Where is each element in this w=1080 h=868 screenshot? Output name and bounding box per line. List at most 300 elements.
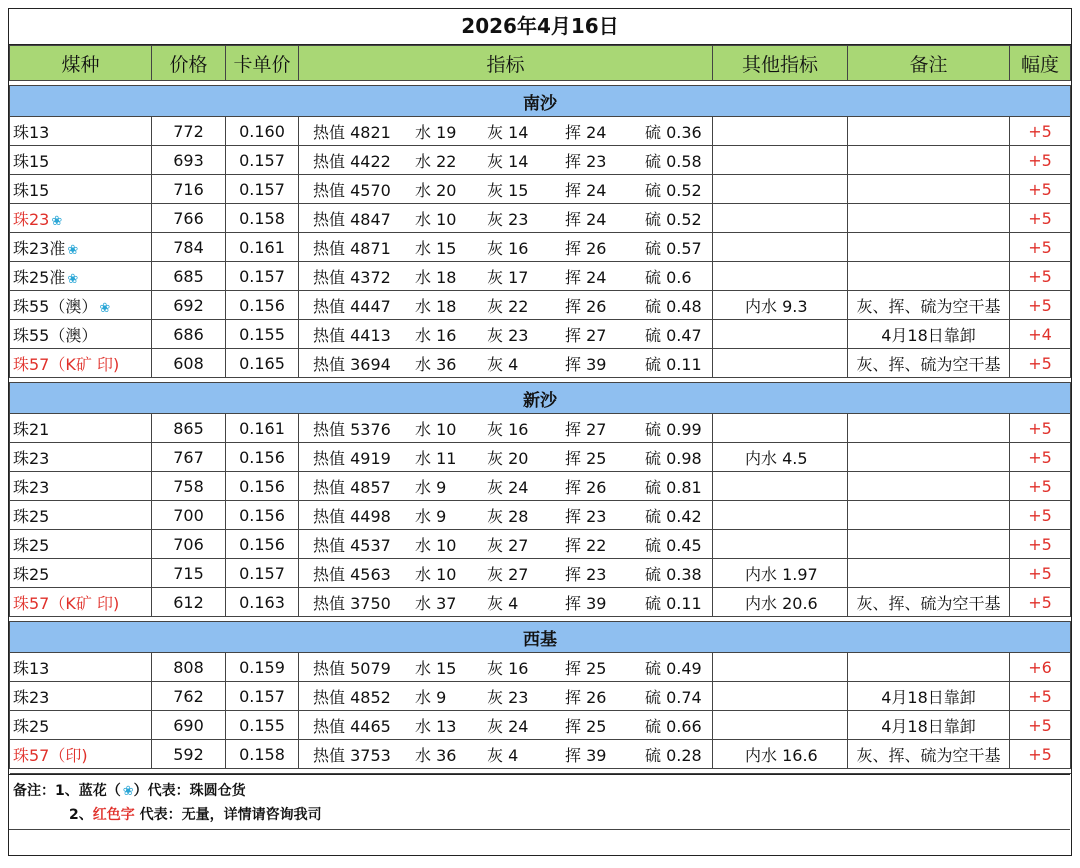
change-cell: +5 — [1010, 414, 1071, 443]
unit-price-cell: 0.157 — [226, 175, 299, 204]
table-row — [10, 320, 1071, 349]
volatile-value: 挥 27 — [565, 325, 607, 345]
remark-cell — [848, 443, 1010, 472]
heat-value: 热值 4413 — [313, 325, 391, 345]
coal-type-name: 珠13 — [13, 658, 50, 678]
change-cell: +5 — [1010, 588, 1071, 617]
water-value: 水 36 — [415, 745, 457, 765]
price-cell: 700 — [152, 501, 226, 530]
coal-type-name: 珠25 — [13, 716, 50, 736]
volatile-value: 挥 39 — [565, 593, 607, 613]
price-cell: 706 — [152, 530, 226, 559]
ash-value: 灰 16 — [487, 658, 529, 678]
sulfur-value: 硫 0.45 — [645, 535, 702, 555]
heat-value: 热值 4570 — [313, 180, 391, 200]
coal-type-cell — [10, 501, 152, 530]
water-value: 水 13 — [415, 716, 457, 736]
blue-flower-icon: ❀ — [99, 300, 111, 316]
table-row — [10, 588, 1071, 617]
footnote-1-prefix: 备注：1、蓝花（ — [13, 783, 121, 799]
coal-type-cell — [10, 233, 152, 262]
blue-flower-icon: ❀ — [67, 271, 79, 287]
volatile-value: 挥 23 — [565, 506, 607, 526]
price-cell: 767 — [152, 443, 226, 472]
footnotes — [9, 774, 1070, 868]
indicators-cell — [299, 530, 713, 559]
price-cell: 762 — [152, 682, 226, 711]
ash-value: 灰 28 — [487, 506, 529, 526]
ash-value: 灰 23 — [487, 325, 529, 345]
water-value: 水 15 — [415, 658, 457, 678]
table-row — [10, 711, 1071, 740]
coal-type-name: 珠23 — [13, 687, 50, 707]
heat-value: 热值 4563 — [313, 564, 391, 584]
coal-type-cell — [10, 414, 152, 443]
unit-price-cell: 0.156 — [226, 443, 299, 472]
price-cell: 865 — [152, 414, 226, 443]
change-cell: +5 — [1010, 291, 1071, 320]
volatile-value: 挥 39 — [565, 354, 607, 374]
ash-value: 灰 20 — [487, 448, 529, 468]
heat-value: 热值 4498 — [313, 506, 391, 526]
other-indicator-cell: 内水 1.97 — [713, 559, 848, 588]
indicators-cell — [299, 501, 713, 530]
unit-price-cell: 0.158 — [226, 204, 299, 233]
unit-price-cell: 0.156 — [226, 472, 299, 501]
coal-type-cell — [10, 443, 152, 472]
volatile-value: 挥 24 — [565, 209, 607, 229]
other-indicator-cell — [713, 472, 848, 501]
ash-value: 灰 27 — [487, 535, 529, 555]
remark-cell — [848, 501, 1010, 530]
unit-price-cell: 0.157 — [226, 682, 299, 711]
remark-cell: 灰、挥、硫为空干基 — [848, 291, 1010, 320]
indicators-cell — [299, 740, 713, 769]
unit-price-cell: 0.158 — [226, 740, 299, 769]
blue-flower-icon: ❀ — [122, 784, 134, 799]
coal-type-cell — [10, 204, 152, 233]
coal-type-cell — [10, 146, 152, 175]
footnote-2-red-text: 红色字 — [92, 807, 135, 823]
indicators-cell — [299, 175, 713, 204]
water-value: 水 19 — [415, 122, 457, 142]
table-row — [10, 117, 1071, 146]
unit-price-cell: 0.161 — [226, 414, 299, 443]
coal-type-name: 珠55（澳） — [13, 296, 98, 316]
water-value: 水 9 — [415, 506, 447, 526]
other-indicator-cell — [713, 653, 848, 682]
sulfur-value: 硫 0.11 — [645, 354, 702, 374]
change-cell: +5 — [1010, 146, 1071, 175]
coal-type-name: 珠23 — [13, 209, 50, 229]
ash-value: 灰 23 — [487, 209, 529, 229]
price-cell: 772 — [152, 117, 226, 146]
ash-value: 灰 24 — [487, 716, 529, 736]
section-header-row — [10, 86, 1071, 117]
price-cell: 692 — [152, 291, 226, 320]
price-cell: 766 — [152, 204, 226, 233]
water-value: 水 11 — [415, 448, 457, 468]
coal-type-cell — [10, 175, 152, 204]
blue-flower-icon: ❀ — [67, 242, 79, 258]
change-cell: +5 — [1010, 501, 1071, 530]
indicators-cell — [299, 262, 713, 291]
footnote-line-2 — [9, 802, 1070, 826]
indicators-cell — [299, 682, 713, 711]
heat-value: 热值 5079 — [313, 658, 391, 678]
heat-value: 热值 4372 — [313, 267, 391, 287]
remark-cell — [848, 414, 1010, 443]
indicators-cell — [299, 472, 713, 501]
unit-price-cell: 0.157 — [226, 559, 299, 588]
coal-type-name: 珠25准 — [13, 267, 66, 287]
section-header-row — [10, 383, 1071, 414]
unit-price-cell: 0.165 — [226, 349, 299, 378]
indicators-cell — [299, 653, 713, 682]
sulfur-value: 硫 0.99 — [645, 419, 702, 439]
table-row — [10, 501, 1071, 530]
unit-price-cell: 0.160 — [226, 117, 299, 146]
volatile-value: 挥 24 — [565, 122, 607, 142]
ash-value: 灰 4 — [487, 593, 519, 613]
change-cell: +5 — [1010, 472, 1071, 501]
indicators-cell — [299, 291, 713, 320]
coal-type-cell — [10, 588, 152, 617]
volatile-value: 挥 23 — [565, 564, 607, 584]
change-cell: +5 — [1010, 175, 1071, 204]
remark-cell — [848, 204, 1010, 233]
section-header-row — [10, 622, 1071, 653]
table-row — [10, 443, 1071, 472]
remark-cell — [848, 146, 1010, 175]
water-value: 水 9 — [415, 477, 447, 497]
change-cell: +5 — [1010, 117, 1071, 146]
other-indicator-cell — [713, 501, 848, 530]
indicators-cell — [299, 117, 713, 146]
ash-value: 灰 16 — [487, 238, 529, 258]
unit-price-cell: 0.156 — [226, 291, 299, 320]
coal-type-name: 珠55（澳） — [13, 325, 98, 345]
remark-cell: 4月18日靠卸 — [848, 711, 1010, 740]
price-cell: 592 — [152, 740, 226, 769]
section-spacer — [10, 769, 1071, 774]
spacer-cell — [10, 769, 1071, 774]
header-unit-price: 卡单价 — [226, 46, 299, 81]
sheet-title: 2026年4月16日 — [9, 9, 1071, 45]
table-row — [10, 740, 1071, 769]
footnote-1-suffix: ）代表：珠圆仓货 — [133, 783, 246, 799]
other-indicator-cell — [713, 349, 848, 378]
coal-type-name: 珠57（K矿 印) — [13, 354, 120, 374]
water-value: 水 18 — [415, 296, 457, 316]
coal-type-cell — [10, 530, 152, 559]
indicators-cell — [299, 204, 713, 233]
coal-type-name: 珠25 — [13, 564, 50, 584]
coal-type-name: 珠25 — [13, 535, 50, 555]
indicators-cell — [299, 559, 713, 588]
other-indicator-cell — [713, 262, 848, 291]
volatile-value: 挥 24 — [565, 180, 607, 200]
header-price: 价格 — [152, 46, 226, 81]
volatile-value: 挥 27 — [565, 419, 607, 439]
price-cell: 784 — [152, 233, 226, 262]
sulfur-value: 硫 0.48 — [645, 296, 702, 316]
volatile-value: 挥 25 — [565, 716, 607, 736]
table-row — [10, 682, 1071, 711]
water-value: 水 36 — [415, 354, 457, 374]
water-value: 水 10 — [415, 419, 457, 439]
heat-value: 热值 4852 — [313, 687, 391, 707]
header-remarks: 备注 — [848, 46, 1010, 81]
footnote-line-1 — [9, 775, 1070, 802]
heat-value: 热值 4847 — [313, 209, 391, 229]
coal-type-name: 珠21 — [13, 419, 50, 439]
coal-type-cell — [10, 559, 152, 588]
section-title: 西基 — [10, 622, 1071, 653]
water-value: 水 16 — [415, 325, 457, 345]
other-indicator-cell — [713, 711, 848, 740]
indicators-cell — [299, 233, 713, 262]
table-row — [10, 653, 1071, 682]
ash-value: 灰 27 — [487, 564, 529, 584]
heat-value: 热值 4447 — [313, 296, 391, 316]
sulfur-value: 硫 0.38 — [645, 564, 702, 584]
coal-type-cell — [10, 682, 152, 711]
indicators-cell — [299, 146, 713, 175]
unit-price-cell: 0.155 — [226, 711, 299, 740]
sulfur-value: 硫 0.66 — [645, 716, 702, 736]
sulfur-value: 硫 0.81 — [645, 477, 702, 497]
coal-type-name: 珠15 — [13, 180, 50, 200]
volatile-value: 挥 26 — [565, 296, 607, 316]
coal-type-name: 珠23 — [13, 477, 50, 497]
price-cell: 716 — [152, 175, 226, 204]
footnote-2-prefix: 2、 — [69, 807, 93, 823]
sulfur-value: 硫 0.52 — [645, 209, 702, 229]
coal-type-name: 珠25 — [13, 506, 50, 526]
ash-value: 灰 14 — [487, 122, 529, 142]
table-row — [10, 349, 1071, 378]
sulfur-value: 硫 0.42 — [645, 506, 702, 526]
change-cell: +5 — [1010, 233, 1071, 262]
volatile-value: 挥 39 — [565, 745, 607, 765]
coal-type-name: 珠57（K矿 印) — [13, 593, 120, 613]
coal-price-table — [9, 45, 1071, 774]
table-row — [10, 262, 1071, 291]
heat-value: 热值 3753 — [313, 745, 391, 765]
footnote-2-suffix: 代表：无量，详情请咨询我司 — [134, 807, 322, 823]
sulfur-value: 硫 0.11 — [645, 593, 702, 613]
sulfur-value: 硫 0.98 — [645, 448, 702, 468]
heat-value: 热值 4537 — [313, 535, 391, 555]
header-indicators: 指标 — [299, 46, 713, 81]
ash-value: 灰 17 — [487, 267, 529, 287]
volatile-value: 挥 26 — [565, 238, 607, 258]
water-value: 水 10 — [415, 535, 457, 555]
remark-cell: 灰、挥、硫为空干基 — [848, 349, 1010, 378]
change-cell: +5 — [1010, 711, 1071, 740]
unit-price-cell: 0.163 — [226, 588, 299, 617]
ash-value: 灰 15 — [487, 180, 529, 200]
table-row — [10, 175, 1071, 204]
unit-price-cell: 0.157 — [226, 146, 299, 175]
indicators-cell — [299, 443, 713, 472]
table-row — [10, 233, 1071, 262]
volatile-value: 挥 23 — [565, 151, 607, 171]
volatile-value: 挥 25 — [565, 448, 607, 468]
price-cell: 758 — [152, 472, 226, 501]
other-indicator-cell — [713, 175, 848, 204]
change-cell: +5 — [1010, 530, 1071, 559]
coal-type-cell — [10, 740, 152, 769]
coal-type-cell — [10, 262, 152, 291]
water-value: 水 37 — [415, 593, 457, 613]
indicators-cell — [299, 588, 713, 617]
water-value: 水 10 — [415, 564, 457, 584]
indicators-cell — [299, 320, 713, 349]
table-row — [10, 559, 1071, 588]
unit-price-cell: 0.157 — [226, 262, 299, 291]
price-cell: 690 — [152, 711, 226, 740]
change-cell: +5 — [1010, 443, 1071, 472]
indicators-cell — [299, 711, 713, 740]
coal-type-cell — [10, 711, 152, 740]
other-indicator-cell — [713, 320, 848, 349]
coal-type-cell — [10, 291, 152, 320]
water-value: 水 20 — [415, 180, 457, 200]
other-indicator-cell — [713, 530, 848, 559]
change-cell: +4 — [1010, 320, 1071, 349]
change-cell: +6 — [1010, 653, 1071, 682]
remark-cell — [848, 653, 1010, 682]
coal-type-cell — [10, 320, 152, 349]
table-row — [10, 146, 1071, 175]
change-cell: +5 — [1010, 349, 1071, 378]
sulfur-value: 硫 0.52 — [645, 180, 702, 200]
coal-type-cell — [10, 349, 152, 378]
other-indicator-cell — [713, 414, 848, 443]
heat-value: 热值 4857 — [313, 477, 391, 497]
heat-value: 热值 4919 — [313, 448, 391, 468]
indicators-cell — [299, 349, 713, 378]
other-indicator-cell: 内水 20.6 — [713, 588, 848, 617]
section-title: 新沙 — [10, 383, 1071, 414]
change-cell: +5 — [1010, 559, 1071, 588]
price-cell: 685 — [152, 262, 226, 291]
ash-value: 灰 24 — [487, 477, 529, 497]
heat-value: 热值 4465 — [313, 716, 391, 736]
header-row — [10, 46, 1071, 81]
sulfur-value: 硫 0.47 — [645, 325, 702, 345]
remark-cell — [848, 117, 1010, 146]
other-indicator-cell: 内水 16.6 — [713, 740, 848, 769]
coal-type-name: 珠23 — [13, 448, 50, 468]
price-cell: 693 — [152, 146, 226, 175]
table-row — [10, 291, 1071, 320]
unit-price-cell: 0.159 — [226, 653, 299, 682]
coal-type-name: 珠13 — [13, 122, 50, 142]
ash-value: 灰 16 — [487, 419, 529, 439]
remark-cell — [848, 175, 1010, 204]
volatile-value: 挥 26 — [565, 477, 607, 497]
remark-cell — [848, 472, 1010, 501]
table-row — [10, 414, 1071, 443]
price-sheet — [8, 8, 1072, 856]
change-cell: +5 — [1010, 262, 1071, 291]
blank-row — [9, 829, 1070, 868]
sulfur-value: 硫 0.49 — [645, 658, 702, 678]
sulfur-value: 硫 0.28 — [645, 745, 702, 765]
other-indicator-cell — [713, 682, 848, 711]
change-cell: +5 — [1010, 204, 1071, 233]
remark-cell: 4月18日靠卸 — [848, 682, 1010, 711]
sulfur-value: 硫 0.36 — [645, 122, 702, 142]
heat-value: 热值 4422 — [313, 151, 391, 171]
water-value: 水 18 — [415, 267, 457, 287]
coal-type-cell — [10, 653, 152, 682]
other-indicator-cell: 内水 9.3 — [713, 291, 848, 320]
change-cell: +5 — [1010, 682, 1071, 711]
unit-price-cell: 0.156 — [226, 501, 299, 530]
header-other-indicators: 其他指标 — [713, 46, 848, 81]
sulfur-value: 硫 0.6 — [645, 267, 692, 287]
other-indicator-cell — [713, 146, 848, 175]
heat-value: 热值 4871 — [313, 238, 391, 258]
remark-cell — [848, 530, 1010, 559]
table-row — [10, 472, 1071, 501]
coal-type-name: 珠57（印) — [13, 745, 88, 765]
coal-type-cell — [10, 117, 152, 146]
coal-type-name: 珠23准 — [13, 238, 66, 258]
heat-value: 热值 3694 — [313, 354, 391, 374]
other-indicator-cell — [713, 117, 848, 146]
ash-value: 灰 22 — [487, 296, 529, 316]
header-coal-type: 煤种 — [10, 46, 152, 81]
price-cell: 686 — [152, 320, 226, 349]
remark-cell: 灰、挥、硫为空干基 — [848, 740, 1010, 769]
volatile-value: 挥 22 — [565, 535, 607, 555]
water-value: 水 15 — [415, 238, 457, 258]
other-indicator-cell — [713, 204, 848, 233]
volatile-value: 挥 26 — [565, 687, 607, 707]
volatile-value: 挥 25 — [565, 658, 607, 678]
table-row — [10, 530, 1071, 559]
price-cell: 715 — [152, 559, 226, 588]
remark-cell — [848, 233, 1010, 262]
unit-price-cell: 0.155 — [226, 320, 299, 349]
heat-value: 热值 3750 — [313, 593, 391, 613]
remark-cell — [848, 262, 1010, 291]
price-cell: 612 — [152, 588, 226, 617]
sulfur-value: 硫 0.58 — [645, 151, 702, 171]
price-cell: 808 — [152, 653, 226, 682]
heat-value: 热值 4821 — [313, 122, 391, 142]
other-indicator-cell — [713, 233, 848, 262]
water-value: 水 9 — [415, 687, 447, 707]
ash-value: 灰 4 — [487, 354, 519, 374]
sulfur-value: 硫 0.57 — [645, 238, 702, 258]
header-change: 幅度 — [1010, 46, 1071, 81]
ash-value: 灰 23 — [487, 687, 529, 707]
heat-value: 热值 5376 — [313, 419, 391, 439]
blue-flower-icon: ❀ — [51, 213, 63, 229]
section-title: 南沙 — [10, 86, 1071, 117]
water-value: 水 22 — [415, 151, 457, 171]
remark-cell: 4月18日靠卸 — [848, 320, 1010, 349]
table-row — [10, 204, 1071, 233]
volatile-value: 挥 24 — [565, 267, 607, 287]
ash-value: 灰 14 — [487, 151, 529, 171]
